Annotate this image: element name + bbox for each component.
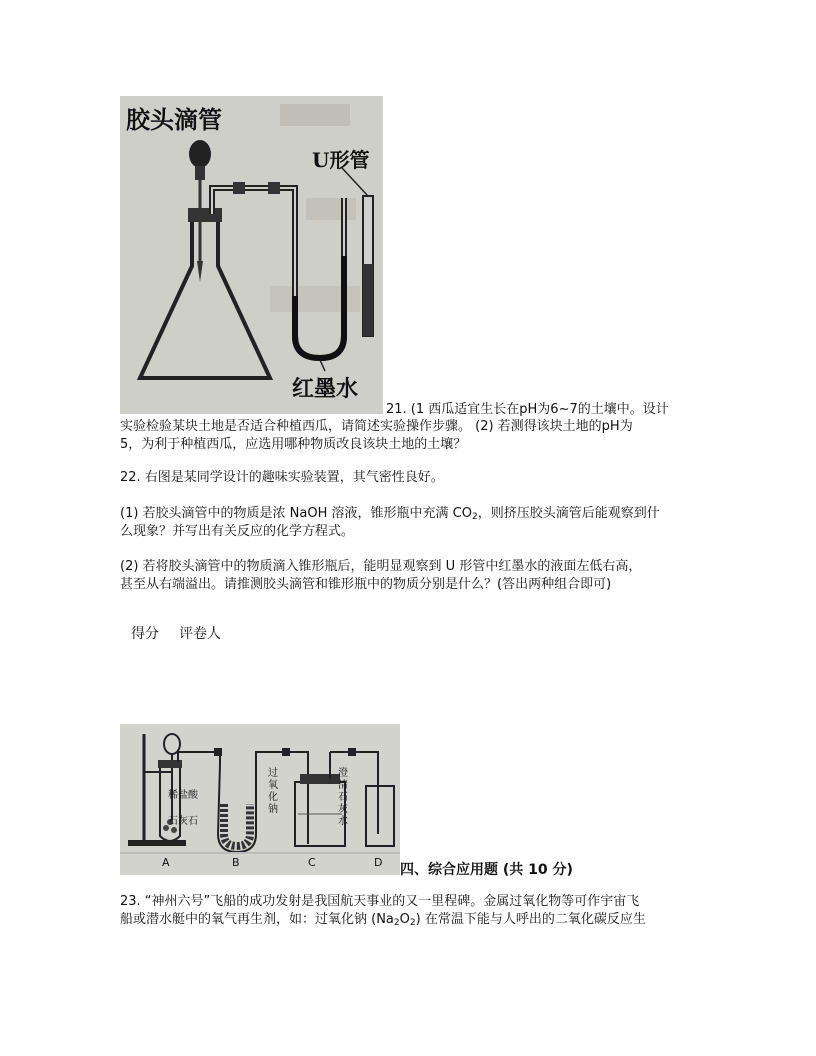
q22-part2-line1: (2) 若将胶头滴管中的物质滴入锥形瓶后，能明显观察到 U 形管中红墨水的液面左低右高， [120,559,642,574]
q22-intro: 22. 右图是某同学设计的趣味实验装置，其气密性良好。 [120,470,444,485]
label-sodium-peroxide: 过氧化钠 [268,768,278,815]
q21-line2: 实验检验某块土地是否适合种植西瓜，请简述实验操作步骤。 (2) 若测得该块土地的pH为 [120,419,633,434]
q23-line2-a: 船或潜水艇中的氧气再生剂，如：过氧化钠 (Na [120,912,394,927]
co2-subscript: 2 [471,512,478,522]
q22-part1-text-a: (1) 若胶头滴管中的物质是浓 NaOH 溶液，锥形瓶中充满 CO [120,506,472,521]
q23-line2-c: ) 在常温下能与人呼出的二氧化碳反应生 [415,912,646,927]
q23-line2-b: O [399,912,410,927]
q23-line1: 23. “神州六号”飞船的成功发射是我国航天事业的又一里程碑。金属过氧化物等可作宇宙飞 [120,894,640,909]
stopper [188,208,222,222]
label-limewater: 澄清石灰水 [338,768,348,827]
label-dropper: 胶头滴管 [126,105,222,134]
q22-part1-text-b: ，则挤压胶头滴管后能观察到什 [477,506,660,521]
figure-apparatus-abcd [120,724,400,875]
label-limestone: 石灰石 [168,816,198,827]
score-label: 得分 [131,626,159,642]
reviewer-label: 评卷人 [179,626,221,642]
q21-line3: 5，为利于种植西瓜，应选用哪种物质改良该块土地的土壤？ [120,437,467,452]
dropper-bulb [189,140,211,168]
letter-b: B [232,856,240,869]
apparatus-drawing [120,724,400,875]
q22-part1-line1 [120,505,660,523]
letter-a: A [162,856,170,869]
figure-flask-utube [120,96,383,414]
na-subscript: 2 [393,918,400,928]
letter-d: D [374,856,383,869]
q21-line1: 21. (1 西瓜适宜生长在pH为6~7的土壤中。设计 [386,402,669,417]
label-utube: U形管 [312,148,370,172]
o-subscript: 2 [409,918,416,928]
q22-part1-line2: 么现象？并写出有关反应的化学方程式。 [120,524,355,539]
q23-line2 [120,911,646,929]
section-4-title: 四、综合应用题 (共 10 分) [400,862,573,878]
label-red-ink: 红墨水 [292,376,359,402]
letter-c: C [308,856,316,869]
q22-part2-line2: 甚至从右端溢出。请推测胶头滴管和锥形瓶中的物质分别是什么？(答出两种组合即可) [120,577,612,592]
label-dilute-acid: 稀盐酸 [168,790,198,801]
